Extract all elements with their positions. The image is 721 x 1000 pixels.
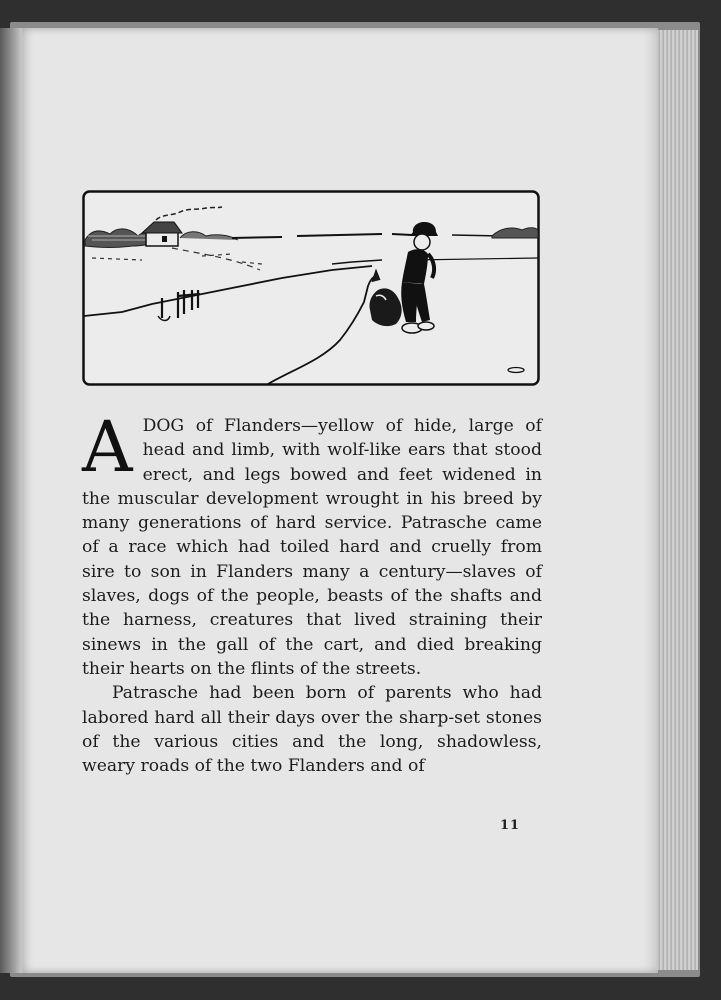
book-gutter — [0, 28, 22, 973]
drop-cap: A — [82, 406, 133, 488]
story-text — [82, 406, 542, 778]
paragraph-2: Patrasche had been born of parents who had labored hard all their days over the sharp-set stones of the various cities and the long, shadowless, weary roads of the two Flanders and of — [82, 683, 542, 777]
paragraph-1: DOG of Flanders—yellow of hide, large of head and limb, with wolf-like ears that stood erect, and legs bowed and feet widened in the muscular development wrought in his breed by many generations of hard service. Patrasche came of a race which had toiled hard and cruelly from sire to son in Flanders many a century—slaves of slaves, dogs of the people, beasts of the shafts and the harness, creatures that lived straining their sinews in the gall of the cart, and died breaking their hearts on the flints of the streets. — [82, 416, 542, 679]
boy-and-dog-illustration — [82, 190, 540, 386]
book-page — [22, 28, 658, 973]
page-number: 11 — [500, 818, 521, 833]
